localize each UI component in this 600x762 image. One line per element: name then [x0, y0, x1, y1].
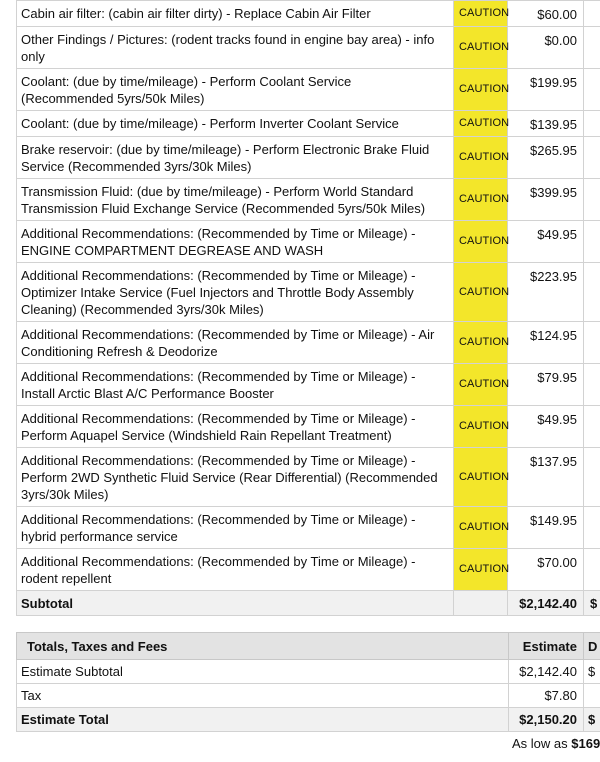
item-description: Other Findings / Pictures: (rodent tracks found in engine bay area) - info only	[17, 27, 454, 69]
item-price: $223.95	[508, 263, 584, 322]
table-row	[17, 137, 600, 179]
table-row	[17, 27, 600, 69]
item-price: $399.95	[508, 179, 584, 221]
estimate-total-row	[17, 708, 600, 732]
subtotal-amount: $2,142.40	[508, 591, 584, 616]
extra-cell	[584, 406, 600, 448]
item-description: Additional Recommendations: (Recommended by Time or Mileage) - Optimizer Intake Service (Fuel Injectors and Throttle Body Assembly Cleaning) (Recommended 3yrs/30k Miles)	[17, 263, 454, 322]
item-price: $137.95	[508, 448, 584, 507]
extra-cell	[584, 1, 600, 27]
table-row	[17, 507, 600, 549]
subtotal-next-col: $	[584, 591, 600, 616]
extra-cell	[584, 549, 600, 591]
tax-row	[17, 684, 600, 708]
table-row	[17, 549, 600, 591]
status-badge: CAUTION	[454, 549, 508, 591]
item-description: Additional Recommendations: (Recommended by Time or Mileage) - Air Conditioning Refresh & Deodorize	[17, 322, 454, 364]
extra-cell	[584, 27, 600, 69]
subtotal-status-cell	[454, 591, 508, 616]
table-row	[17, 69, 600, 111]
estimate-column-header: Estimate	[509, 633, 584, 660]
extra-cell	[584, 111, 600, 137]
table-row	[17, 364, 600, 406]
financing-note	[512, 736, 600, 751]
item-description: Cabin air filter: (cabin air filter dirty) - Replace Cabin Air Filter	[17, 1, 454, 27]
item-description: Additional Recommendations: (Recommended by Time or Mileage) - hybrid performance service	[17, 507, 454, 549]
totals-table	[16, 632, 600, 732]
status-badge: CAUTION	[454, 27, 508, 69]
totals-header-row	[17, 633, 600, 660]
extra-cell	[584, 179, 600, 221]
item-description: Additional Recommendations: (Recommended by Time or Mileage) - Install Arctic Blast A/C Performance Booster	[17, 364, 454, 406]
status-badge: CAUTION	[454, 507, 508, 549]
extra-cell	[584, 69, 600, 111]
extra-cell	[584, 221, 600, 263]
tax-value: $7.80	[509, 684, 584, 708]
status-badge: CAUTION	[454, 263, 508, 322]
item-price: $149.95	[508, 507, 584, 549]
estimate-subtotal-value: $2,142.40	[509, 660, 584, 684]
item-price: $49.95	[508, 406, 584, 448]
status-badge: CAUTION	[454, 406, 508, 448]
extra-cell	[584, 263, 600, 322]
financing-prefix: As low as	[512, 736, 568, 751]
item-price: $199.95	[508, 69, 584, 111]
estimate-subtotal-next-col: $	[584, 660, 600, 684]
totals-title: Totals, Taxes and Fees	[17, 633, 509, 660]
status-badge: CAUTION	[454, 179, 508, 221]
status-badge: CAUTION	[454, 364, 508, 406]
table-row	[17, 263, 600, 322]
item-description: Additional Recommendations: (Recommended by Time or Mileage) - ENGINE COMPARTMENT DEGREASE AND WASH	[17, 221, 454, 263]
subtotal-label: Subtotal	[17, 591, 454, 616]
extra-cell	[584, 137, 600, 179]
table-row	[17, 1, 600, 27]
table-row	[17, 322, 600, 364]
table-row	[17, 221, 600, 263]
status-badge: CAUTION	[454, 137, 508, 179]
extra-cell	[584, 322, 600, 364]
item-description: Brake reservoir: (due by time/mileage) - Perform Electronic Brake Fluid Service (Recommended 3yrs/30k Miles)	[17, 137, 454, 179]
item-price: $124.95	[508, 322, 584, 364]
status-badge: CAUTION	[454, 1, 508, 27]
item-price: $0.00	[508, 27, 584, 69]
item-description: Coolant: (due by time/mileage) - Perform Inverter Coolant Service	[17, 111, 454, 137]
subtotal-row	[17, 591, 600, 616]
table-row	[17, 179, 600, 221]
financing-amount: $169	[571, 736, 600, 751]
item-description: Additional Recommendations: (Recommended by Time or Mileage) - Perform Aquapel Service (Windshield Rain Repellant Treatment)	[17, 406, 454, 448]
item-description: Transmission Fluid: (due by time/mileage) - Perform World Standard Transmission Fluid Exchange Service (Recommended 5yrs/50k Miles)	[17, 179, 454, 221]
estimate-total-value: $2,150.20	[509, 708, 584, 732]
status-badge: CAUTION	[454, 69, 508, 111]
next-column-header: D	[584, 633, 600, 660]
tax-label: Tax	[17, 684, 509, 708]
extra-cell	[584, 448, 600, 507]
item-price: $79.95	[508, 364, 584, 406]
tax-next-col	[584, 684, 600, 708]
status-badge: CAUTION	[454, 322, 508, 364]
item-description: Additional Recommendations: (Recommended by Time or Mileage) - rodent repellent	[17, 549, 454, 591]
table-row	[17, 406, 600, 448]
estimate-subtotal-row	[17, 660, 600, 684]
recommendations-table	[16, 0, 600, 616]
item-price: $265.95	[508, 137, 584, 179]
estimate-total-next-col: $	[584, 708, 600, 732]
status-badge: CAUTION	[454, 221, 508, 263]
estimate-subtotal-label: Estimate Subtotal	[17, 660, 509, 684]
item-description: Coolant: (due by time/mileage) - Perform Coolant Service (Recommended 5yrs/50k Miles)	[17, 69, 454, 111]
status-badge: CAUTION	[454, 448, 508, 507]
item-price: $49.95	[508, 221, 584, 263]
recommendations-body	[17, 1, 600, 616]
extra-cell	[584, 507, 600, 549]
item-price: $139.95	[508, 111, 584, 137]
item-price: $70.00	[508, 549, 584, 591]
table-row	[17, 448, 600, 507]
extra-cell	[584, 364, 600, 406]
item-description: Additional Recommendations: (Recommended by Time or Mileage) - Perform 2WD Synthetic Fluid Service (Rear Differential) (Recommended 3yrs/30k Miles)	[17, 448, 454, 507]
status-badge: CAUTION	[454, 111, 508, 137]
estimate-total-label: Estimate Total	[17, 708, 509, 732]
table-row	[17, 111, 600, 137]
item-price: $60.00	[508, 1, 584, 27]
